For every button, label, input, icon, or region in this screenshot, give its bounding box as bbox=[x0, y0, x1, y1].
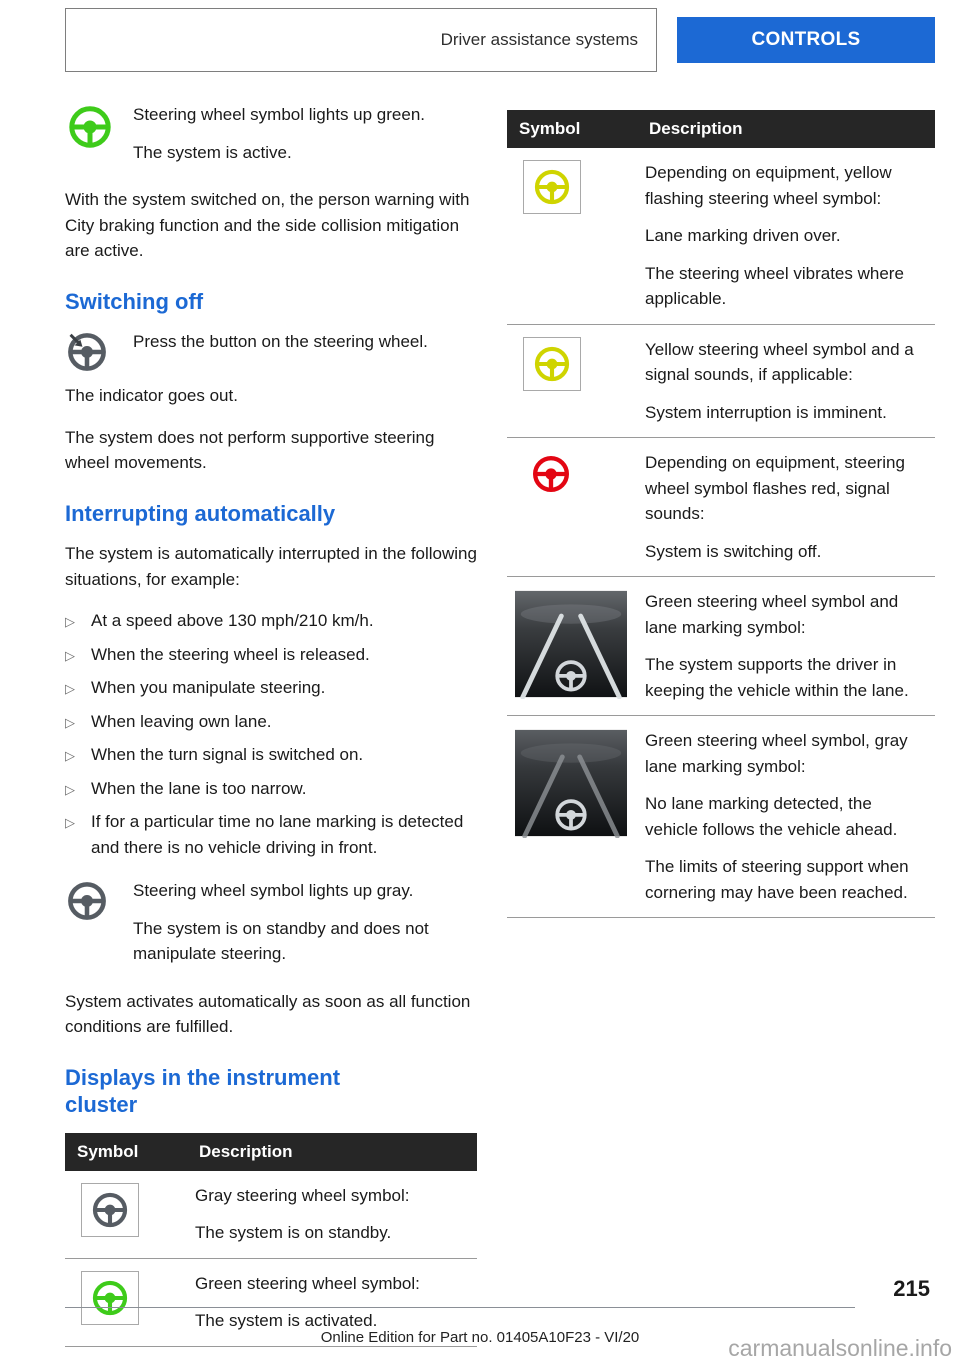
steering-wheel-red-icon bbox=[531, 450, 627, 494]
steering-wheel-gray-icon bbox=[65, 880, 109, 979]
table-header-row bbox=[507, 110, 935, 148]
callout-text: The system is active. bbox=[133, 142, 292, 162]
list-item: ▷ At a speed above 130 mph/210 km/h. bbox=[65, 608, 477, 634]
cell-text: The system supports the driver in keeping the vehicle within the lane. bbox=[645, 655, 909, 700]
heading-displays-instrument-cluster: Displays in the instrument cluster bbox=[65, 1064, 341, 1117]
list-item: ▷ When the turn signal is switched on. bbox=[65, 742, 477, 768]
table-row bbox=[507, 148, 935, 324]
page-number: 215 bbox=[893, 1276, 930, 1301]
lane-keeping-camera-image bbox=[515, 589, 627, 699]
symbol-table-right bbox=[507, 110, 935, 918]
cell-text: Gray steering wheel symbol: bbox=[195, 1185, 410, 1205]
cell-text: Green steering wheel symbol and lane marking symbol: bbox=[645, 592, 899, 637]
interrupt-conditions-list bbox=[65, 608, 477, 860]
triangle-bullet-icon: ▷ bbox=[65, 781, 75, 797]
section-title: Driver assistance systems bbox=[440, 30, 638, 49]
watermark: carmanualsonline.info bbox=[728, 1335, 952, 1361]
cell-text: The system is activated. bbox=[195, 1311, 378, 1330]
table-row bbox=[507, 577, 935, 716]
table-row bbox=[507, 324, 935, 438]
triangle-bullet-icon: ▷ bbox=[65, 614, 75, 629]
list-item: ▷ If for a particular time no lane marking is detected and there is no vehicle driving in front. bbox=[65, 809, 477, 860]
callout-text: The system is on standby and does not manipulate steering. bbox=[133, 918, 429, 963]
paragraph: The system is automatically interrupted in the following situations, for example: bbox=[65, 544, 477, 589]
paragraph: With the system switched on, the person warning with City braking function and the side collision mitigation are active. bbox=[65, 190, 470, 260]
cell-text: No lane marking detected, the vehicle follows the vehicle ahead. bbox=[645, 794, 898, 839]
footer-divider bbox=[65, 1307, 855, 1308]
cell-text: Green steering wheel symbol: bbox=[195, 1273, 420, 1293]
triangle-bullet-icon: ▷ bbox=[65, 647, 75, 663]
steering-wheel-gray-icon bbox=[81, 1183, 139, 1237]
table-row bbox=[65, 1171, 477, 1259]
triangle-bullet-icon: ▷ bbox=[65, 681, 75, 696]
callout-gray-symbol bbox=[65, 878, 477, 979]
column-header-symbol: Symbol bbox=[65, 1133, 187, 1171]
callout-text: Steering wheel symbol lights up gray. bbox=[133, 881, 414, 900]
table-header-row bbox=[65, 1133, 477, 1171]
page-header bbox=[65, 8, 935, 72]
cell-text: Depending on equipment, yellow flashing steering wheel symbol: bbox=[645, 163, 892, 208]
column-header-description: Description bbox=[187, 1133, 477, 1171]
steering-wheel-yellow-icon bbox=[523, 337, 581, 391]
callout-green-symbol bbox=[65, 102, 477, 177]
right-column bbox=[507, 102, 935, 1347]
cell-text: The limits of steering support when cornering may have been reached. bbox=[645, 857, 909, 902]
column-header-symbol: Symbol bbox=[507, 110, 637, 148]
section-title-box bbox=[65, 8, 657, 72]
steering-wheel-yellow-icon bbox=[523, 160, 581, 214]
heading-switching-off: Switching off bbox=[65, 288, 204, 314]
lane-following-camera-image bbox=[515, 728, 627, 838]
list-item: ▷ When the steering wheel is released. bbox=[65, 642, 477, 668]
callout-text: Steering wheel symbol lights up green. bbox=[133, 105, 425, 124]
paragraph: The indicator goes out. bbox=[65, 386, 238, 405]
heading-interrupting-automatically: Interrupting automatically bbox=[65, 500, 336, 526]
cell-text: System interruption is imminent. bbox=[645, 402, 887, 422]
edition-note: Online Edition for Part no. 01405A10F23 - VI/20 bbox=[320, 1329, 640, 1346]
page-content bbox=[65, 102, 935, 1347]
callout-text: Press the button on the steering wheel. bbox=[133, 332, 428, 351]
paragraph: System activates automatically as soon as all function conditions are fulfilled. bbox=[65, 991, 471, 1036]
table-row bbox=[507, 438, 935, 577]
cell-text: The steering wheel vibrates where applicable. bbox=[645, 263, 904, 308]
paragraph: The system does not perform supportive steering wheel movements. bbox=[65, 427, 435, 472]
triangle-bullet-icon: ▷ bbox=[65, 815, 75, 830]
column-header-description: Description bbox=[637, 110, 935, 148]
triangle-bullet-icon: ▷ bbox=[65, 748, 75, 763]
chapter-badge: CONTROLS bbox=[677, 17, 935, 63]
list-item: ▷ When the lane is too narrow. bbox=[65, 776, 477, 802]
callout-press-button bbox=[65, 329, 477, 373]
cell-text: Depending on equipment, steering wheel symbol flashes red, signal sounds: bbox=[645, 453, 905, 523]
cell-text: System is switching off. bbox=[645, 541, 822, 561]
list-item: ▷ When leaving own lane. bbox=[65, 709, 477, 735]
cell-text: The system is on standby. bbox=[195, 1223, 392, 1242]
steering-wheel-green-icon bbox=[81, 1271, 139, 1325]
steering-wheel-press-button-icon bbox=[65, 331, 109, 373]
list-item: ▷ When you manipulate steering. bbox=[65, 675, 477, 701]
steering-wheel-green-icon bbox=[65, 104, 115, 177]
cell-text: Yellow steering wheel symbol and a signal sounds, if applicable: bbox=[645, 339, 914, 384]
symbol-table-left bbox=[65, 1133, 477, 1347]
cell-text: Lane marking driven over. bbox=[645, 226, 841, 245]
triangle-bullet-icon: ▷ bbox=[65, 714, 75, 730]
left-column bbox=[65, 102, 477, 1347]
table-row bbox=[507, 716, 935, 918]
cell-text: Green steering wheel symbol, gray lane marking symbol: bbox=[645, 731, 908, 776]
